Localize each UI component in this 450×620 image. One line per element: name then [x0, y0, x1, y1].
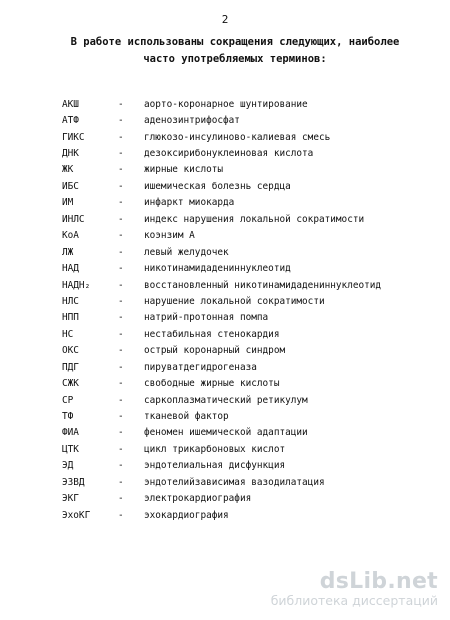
abbreviation-dash: -	[118, 279, 124, 291]
abbreviation-dash: -	[118, 378, 124, 390]
abbreviation-term: НЛС	[62, 295, 79, 307]
abbreviation-term: АТФ	[62, 115, 79, 127]
abbreviation-definition: острый коронарный синдром	[144, 345, 286, 357]
abbreviation-definition: коэнзим А	[144, 230, 195, 242]
abbreviation-term: ЦТК	[62, 443, 79, 455]
abbreviation-term: ЭКГ	[62, 493, 79, 505]
abbreviation-term: ЭхоКГ	[62, 509, 91, 521]
abbreviation-dash: -	[118, 460, 124, 472]
abbreviation-definition: аорто-коронарное шунтирование	[144, 98, 308, 110]
abbreviation-definition: дезоксирибонуклеиновая кислота	[144, 148, 314, 160]
abbreviation-row	[62, 326, 442, 342]
abbreviation-row	[62, 145, 442, 161]
abbreviation-row	[62, 260, 442, 276]
abbreviation-row	[62, 244, 442, 260]
abbreviation-dash: -	[118, 295, 124, 307]
abbreviation-list	[62, 96, 442, 523]
abbreviation-term: ТФ	[62, 411, 74, 423]
abbreviation-term: ИМ	[62, 197, 74, 209]
abbreviation-row	[62, 277, 442, 293]
abbreviation-dash: -	[118, 164, 124, 176]
abbreviation-term: ЛЖ	[62, 246, 74, 258]
heading-line-2: часто употребляемых терминов:	[143, 53, 327, 65]
abbreviation-row	[62, 178, 442, 194]
abbreviation-definition: нестабильная стенокардия	[144, 328, 280, 340]
abbreviation-dash: -	[118, 98, 124, 110]
abbreviation-row	[62, 112, 442, 128]
page-number: 2	[221, 13, 229, 26]
abbreviation-term: ГИКС	[62, 131, 85, 143]
abbreviation-row	[62, 491, 442, 507]
page-heading	[40, 34, 430, 68]
abbreviation-definition: жирные кислоты	[144, 164, 224, 176]
abbreviation-row	[62, 507, 442, 523]
abbreviation-row	[62, 458, 442, 474]
abbreviation-row	[62, 228, 442, 244]
abbreviation-dash: -	[118, 230, 124, 242]
abbreviation-row	[62, 162, 442, 178]
abbreviation-dash: -	[118, 476, 124, 488]
abbreviation-row	[62, 359, 442, 375]
abbreviation-term: ЭД	[62, 460, 74, 472]
abbreviation-dash: -	[118, 345, 124, 357]
abbreviation-term: СЖК	[62, 378, 79, 390]
abbreviation-dash: -	[118, 493, 124, 505]
abbreviation-term: ЖК	[62, 164, 74, 176]
watermark	[271, 571, 438, 608]
abbreviation-definition: никотинамидадениннуклеотид	[144, 263, 291, 275]
watermark-subtitle: библиотека диссертаций	[270, 593, 438, 608]
abbreviation-row	[62, 96, 442, 112]
abbreviation-term: АКШ	[62, 98, 79, 110]
abbreviation-row	[62, 392, 442, 408]
abbreviation-definition: натрий-протонная помпа	[144, 312, 269, 324]
abbreviation-definition: тканевой фактор	[144, 411, 229, 423]
abbreviation-dash: -	[118, 361, 124, 373]
abbreviation-row	[62, 129, 442, 145]
watermark-logo: dsLib.net	[319, 569, 438, 594]
abbreviation-definition: электрокардиография	[144, 493, 252, 505]
abbreviation-term: ЭЗВД	[62, 476, 85, 488]
abbreviation-definition: эндотелийзависимая вазодилатация	[144, 476, 325, 488]
abbreviation-definition: глюкозо-инсулиново-калиевая смесь	[144, 131, 331, 143]
abbreviation-row	[62, 375, 442, 391]
abbreviation-dash: -	[118, 263, 124, 275]
abbreviation-dash: -	[118, 197, 124, 209]
abbreviation-row	[62, 293, 442, 309]
abbreviation-term: ДНК	[62, 148, 79, 160]
abbreviation-term: ФИА	[62, 427, 79, 439]
abbreviation-definition: эхокардиография	[144, 509, 229, 521]
abbreviation-definition: эндотелиальная дисфункция	[144, 460, 286, 472]
abbreviation-term: ИБС	[62, 180, 79, 192]
abbreviation-definition: индекс нарушения локальной сократимости	[144, 213, 365, 225]
abbreviation-dash: -	[118, 131, 124, 143]
abbreviation-dash: -	[118, 115, 124, 127]
abbreviation-dash: -	[118, 328, 124, 340]
abbreviation-term: ОКС	[62, 345, 79, 357]
abbreviation-row	[62, 474, 442, 490]
abbreviation-dash: -	[118, 411, 124, 423]
abbreviation-dash: -	[118, 180, 124, 192]
abbreviation-term: ИНЛС	[62, 213, 85, 225]
abbreviation-dash: -	[118, 148, 124, 160]
abbreviation-term: СР	[62, 394, 74, 406]
abbreviation-term: НАД	[62, 263, 79, 275]
abbreviation-definition: нарушение локальной сократимости	[144, 295, 325, 307]
abbreviation-row	[62, 441, 442, 457]
abbreviation-term: НПП	[62, 312, 79, 324]
abbreviation-definition: феномен ишемической адаптации	[144, 427, 308, 439]
abbreviation-term: КоА	[62, 230, 79, 242]
heading-line-1: В работе использованы сокращения следующих, наиболее	[70, 36, 400, 48]
abbreviation-term: НАДН₂	[62, 279, 91, 291]
abbreviation-definition: ишемическая болезнь сердца	[144, 180, 291, 192]
abbreviation-dash: -	[118, 246, 124, 258]
abbreviation-term: ПДГ	[62, 361, 79, 373]
abbreviation-term: НС	[62, 328, 74, 340]
abbreviation-dash: -	[118, 394, 124, 406]
abbreviation-definition: левый желудочек	[144, 246, 229, 258]
abbreviation-definition: восстановленный никотинамидадениннуклеотид	[144, 279, 382, 291]
abbreviation-row	[62, 408, 442, 424]
abbreviation-definition: цикл трикарбоновых кислот	[144, 443, 286, 455]
abbreviation-row	[62, 310, 442, 326]
abbreviation-row	[62, 425, 442, 441]
abbreviation-dash: -	[118, 312, 124, 324]
abbreviation-row	[62, 195, 442, 211]
abbreviation-definition: аденозинтрифосфат	[144, 115, 240, 127]
abbreviation-dash: -	[118, 509, 124, 521]
abbreviation-definition: пируватдегидрогеназа	[144, 361, 257, 373]
abbreviation-definition: свободные жирные кислоты	[144, 378, 280, 390]
abbreviation-dash: -	[118, 213, 124, 225]
abbreviation-definition: инфаркт миокарда	[144, 197, 235, 209]
abbreviation-row	[62, 211, 442, 227]
abbreviation-dash: -	[118, 427, 124, 439]
abbreviation-dash: -	[118, 443, 124, 455]
abbreviation-row	[62, 343, 442, 359]
abbreviation-definition: саркоплазматический ретикулум	[144, 394, 308, 406]
